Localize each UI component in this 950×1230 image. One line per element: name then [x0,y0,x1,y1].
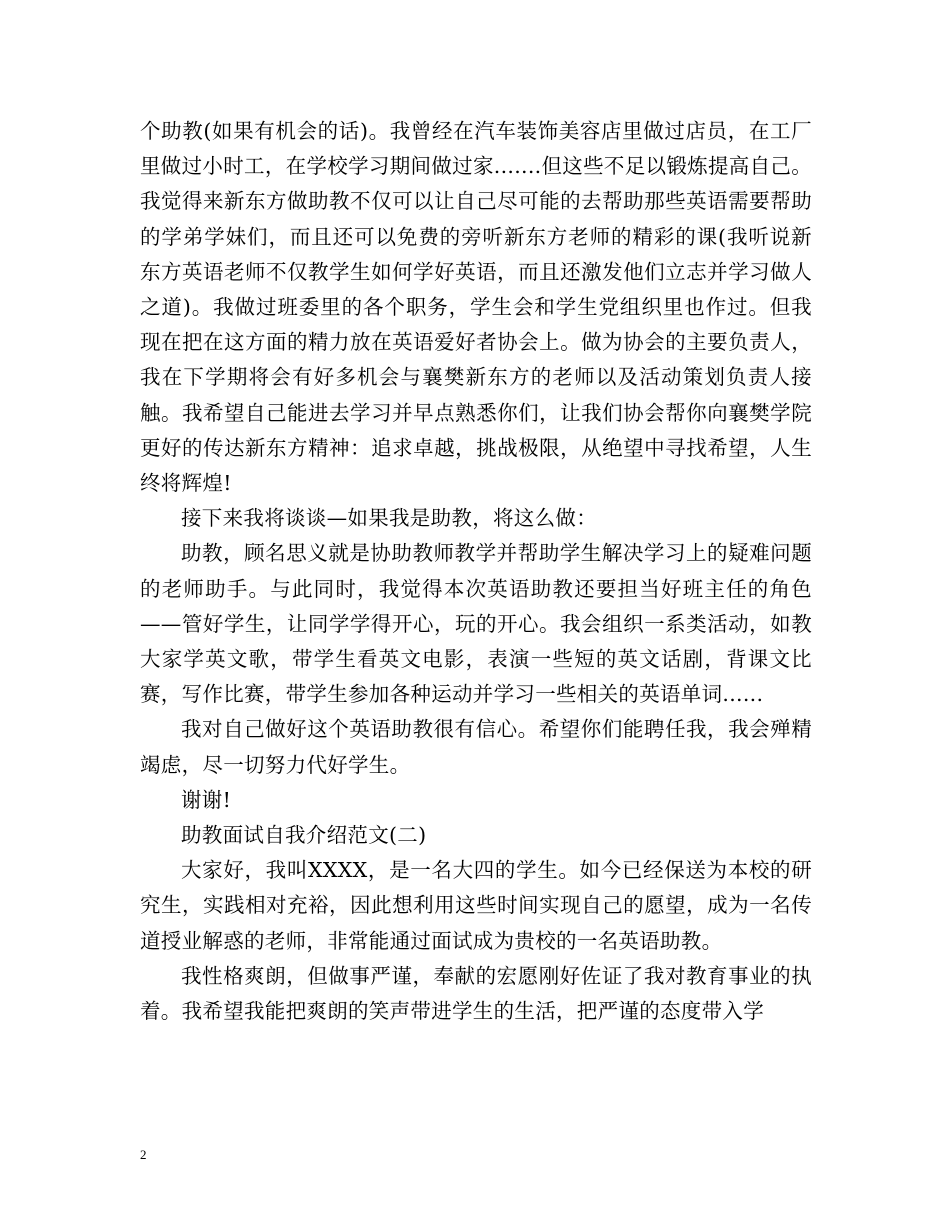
paragraph-duties: 助教，顾名思义就是协助教师教学并帮助学生解决学习上的疑难问题的老师助手。与此同时，我觉得本次英语助教还要担当好班主任的角色——管好学生，让同学学得开心，玩的开心。我会组织一系类活动，如教大家学英文歌，带学生看英文电影，表演一些短的英文话剧，背课文比赛，写作比赛，带学生参加各种运动并学习一些相关的英语单词...... [140,541,812,707]
paragraph-introduction: 大家好，我叫XXXX，是一名大四的学生。如今已经保送为本校的研究生，实践相对充裕，因此想利用这些时间实现自己的愿望，成为一名传道授业解惑的老师，非常能通过面试成为贵校的一名英语助教。 [140,858,812,953]
page-number: 2 [140,1147,147,1162]
document-body [140,114,812,1029]
paragraph-thanks: 谢谢! [181,787,232,812]
paragraph-transition: 接下来我将谈谈—如果我是助教，将这么做： [181,506,597,531]
paragraph-personality: 我性格爽朗，但做事严谨，奉献的宏愿刚好佐证了我对教育事业的执着。我希望我能把爽朗的笑声带进学生的生活，把严谨的态度带入学 [140,963,812,1024]
section-heading: 助教面试自我介绍范文(二) [181,823,427,848]
paragraph-confidence: 我对自己做好这个英语助教很有信心。希望你们能聘任我，我会殚精竭虑，尽一切努力代好学生。 [140,717,812,777]
paragraph-continuation: 个助教(如果有机会的话)。我曾经在汽车装饰美容店里做过店员，在工厂里做过小时工，在学校学习期间做过家.......但这些不足以锻炼提高自己。我觉得来新东方做助教不仅可以让自己尽可能的去帮助那些英语需要帮助的学弟学妹们，而且还可以免费的旁听新东方老师的精彩的课(我听说新东方英语老师不仅教学生如何学好英语，而且还激发他们立志并学习做人之道)。我做过班委里的各个职务，学生会和学生党组织里也作过。但我现在把在这方面的精力放在英语爱好者协会上。做为协会的主要负责人，我在下学期将会有好多机会与襄樊新东方的老师以及活动策划负责人接触。我希望自己能进去学习并早点熟悉你们，让我们协会帮你向襄樊学院更好的传达新东方精神：追求卓越，挑战极限，从绝望中寻找希望，人生终将辉煌! [140,119,812,496]
